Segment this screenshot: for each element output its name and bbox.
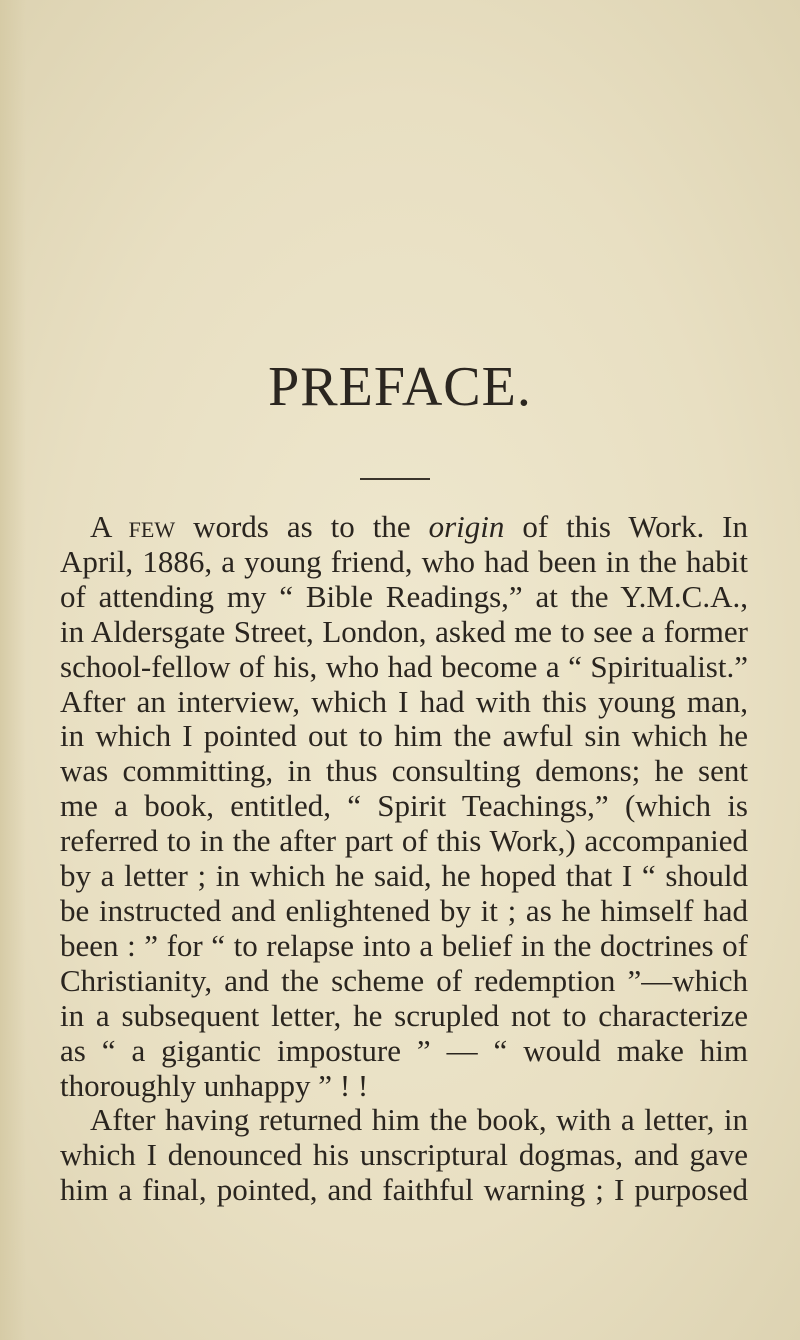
paragraph-1-line-9: me a book, entitled, “ Spirit Teachings,” (which is [60, 788, 748, 824]
paragraph-1-last-line: thoroughly unhappy ” ! ! [60, 1067, 369, 1103]
paragraph-2-line-3: him a final, pointed, and faithful warning ; I purposed [60, 1172, 748, 1208]
paragraph-1-line-6: After an interview, which I had with this young man, [60, 683, 748, 719]
paragraph-1-line-7: in which I pointed out to him the awful sin which he [60, 718, 748, 754]
paragraph-1-line-11: by a letter ; in which he said, he hoped that I “ should [60, 858, 748, 894]
preface-text [60, 510, 748, 1208]
title-divider [360, 478, 430, 480]
paragraph-1-line-1 [60, 510, 748, 545]
paragraph-1-line-13: been : ” for “ to relapse into a belief in the doctrines of [60, 927, 748, 963]
paragraph-1-line-4: in Aldersgate Street, London, asked me to see a former [60, 613, 748, 649]
paragraph-1-line-2: April, 1886, a young friend, who had been in the habit [60, 543, 748, 579]
paragraph-2-line-1: After having returned him the book, with a letter, in [90, 1102, 748, 1138]
page-title: PREFACE. [268, 356, 532, 418]
paragraph-1-line-5: school-fellow of his, who had become a “ Spiritualist.” [60, 648, 748, 684]
paragraph-1-line-14: Christianity, and the scheme of redemption ”—which [60, 962, 748, 998]
page-gutter-shadow [0, 0, 26, 1340]
paragraph-1-line-15: in a subsequent letter, he scrupled not to characterize [60, 997, 748, 1033]
lead-rest: words as to the [175, 509, 429, 544]
paragraph-1-line-3: of attending my “ Bible Readings,” at the Y.M.C.A., [60, 578, 748, 614]
lead-initial: A [90, 509, 111, 544]
paragraph-1-line-8: was committing, in thus consulting demons; he sent [60, 753, 748, 789]
paragraph-1-line-16: as “ a gigantic imposture ” — “ would make him [60, 1032, 748, 1068]
paragraph-2-line-2: which I denounced his unscriptural dogmas, and gave [60, 1137, 748, 1173]
paragraph-1-line-12: be instructed and enlightened by it ; as he himself had [60, 892, 748, 928]
paragraph-1-line-10: referred to in the after part of this Work,) accompanied [60, 823, 748, 859]
lead-italic: origin [428, 509, 505, 544]
lead-smallcaps: few [128, 509, 176, 544]
lead-after: of this Work. In [504, 509, 748, 544]
